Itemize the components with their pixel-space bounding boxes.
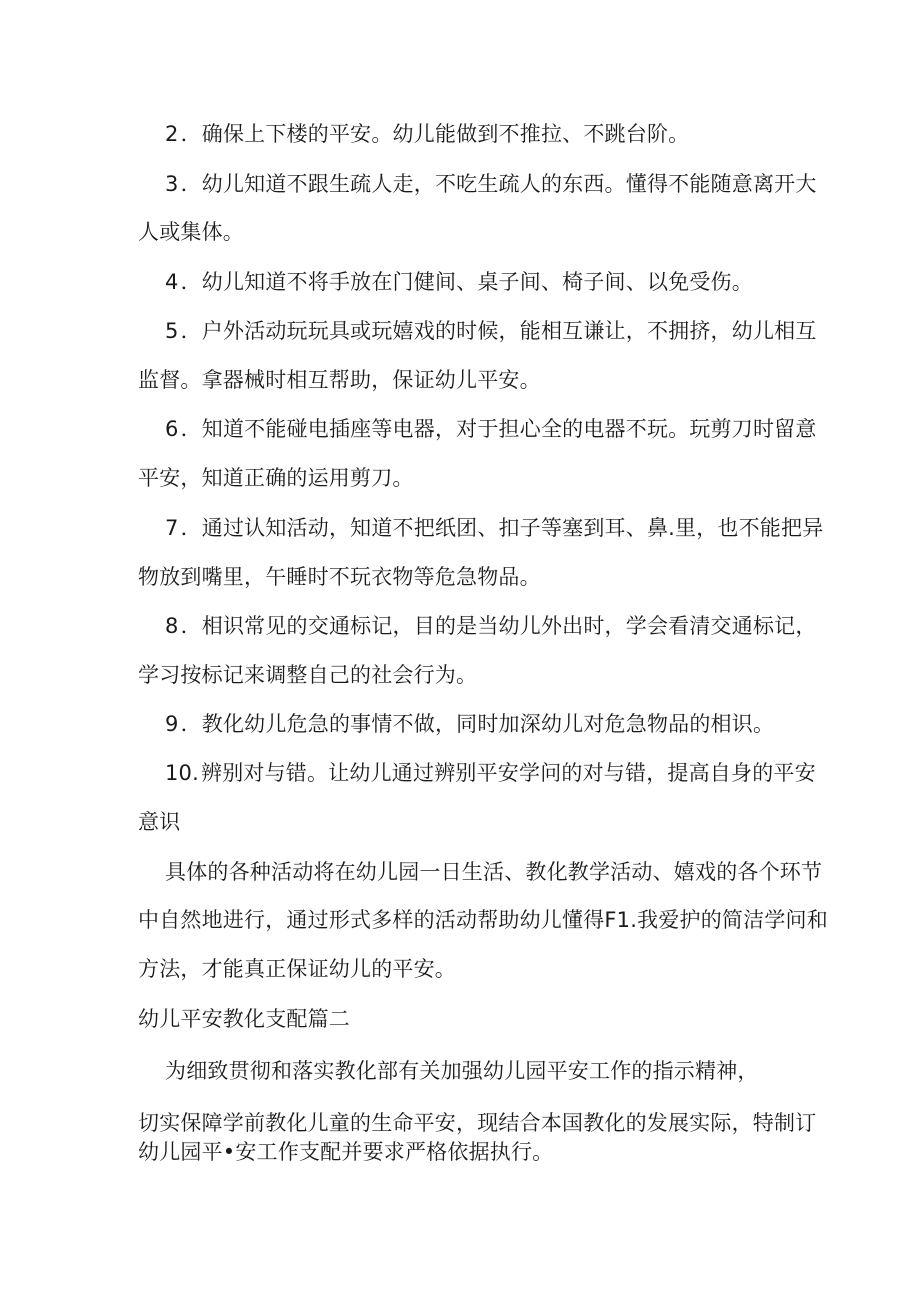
summary-paragraph-line-2: 中自然地进行，通过形式多样的活动帮助幼儿懂得F1.我爱护的简洁学问和 xyxy=(138,908,828,932)
item-number: 2 xyxy=(165,122,179,146)
list-item-3 xyxy=(165,170,817,198)
intro-paragraph-line: 为细致贯彻和落实教化部有关加强幼儿园平安工作的指示精神， xyxy=(165,1059,759,1083)
closing-paragraph-line-1: 切实保障学前教化儿童的生命平安，现结合本国教化的发展实际，特制订 xyxy=(138,1111,817,1135)
item-number: 9 xyxy=(165,712,179,736)
summary-paragraph-line-3: 方法，才能真正保证幼儿的平安。 xyxy=(138,957,456,981)
item-text: ．知道不能碰电插座等电器，对于担心全的电器不玩。玩剪刀时留意 xyxy=(180,417,817,441)
list-item-6 xyxy=(165,415,817,443)
item-number: 8 xyxy=(165,614,179,638)
item-number: 3 xyxy=(165,172,179,196)
list-item-4 xyxy=(165,268,753,296)
list-item-7-continuation: 物放到嘴里，午睡时不玩衣物等危急物品。 xyxy=(138,565,541,589)
list-item-2 xyxy=(165,120,689,148)
item-number: 7 xyxy=(165,516,179,540)
section-heading: 幼儿平安教化支配篇二 xyxy=(138,1007,350,1031)
item-number: 10. xyxy=(165,761,199,785)
list-item-6-continuation: 平安，知道正确的运用剪刀。 xyxy=(138,466,414,490)
list-item-8 xyxy=(165,612,817,640)
list-item-8-continuation: 学习按标记来调整自己的社会行为。 xyxy=(138,663,478,687)
list-item-5 xyxy=(165,317,817,345)
item-number: 5 xyxy=(165,319,179,343)
closing-paragraph-line-2: 幼儿园平•安工作支配并要求严格依据执行。 xyxy=(138,1140,554,1164)
list-item-9 xyxy=(165,710,774,738)
item-text: ．确保上下楼的平安。幼儿能做到不推拉、不跳台阶。 xyxy=(180,122,690,146)
item-text: ．幼儿知道不将手放在门健间、桌子间、椅子间、以免受伤。 xyxy=(180,270,753,294)
summary-paragraph-line-1: 具体的各种活动将在幼儿园一日生活、教化教学活动、嬉戏的各个环节 xyxy=(165,860,823,884)
item-text: 辨别对与错。让幼儿通过辨别平安学问的对与错，提高自身的平安 xyxy=(201,761,816,785)
item-number: 4 xyxy=(165,270,179,294)
list-item-7 xyxy=(165,514,823,542)
item-text: ．教化幼儿危急的事情不做，同时加深幼儿对危急物品的相识。 xyxy=(180,712,775,736)
list-item-10 xyxy=(165,759,816,787)
item-number: 6 xyxy=(165,417,179,441)
item-text: ．通过认知活动，知道不把纸团、扣子等塞到耳、鼻.里，也不能把异 xyxy=(180,516,824,540)
list-item-10-continuation: 意识 xyxy=(138,810,181,834)
item-text: ．户外活动玩玩具或玩嬉戏的时候，能相互谦让，不拥挤，幼儿相互 xyxy=(180,319,817,343)
item-text: ．相识常见的交通标记，目的是当幼儿外出时，学会看清交通标记， xyxy=(180,614,817,638)
item-text: ．幼儿知道不跟生疏人走，不吃生疏人的东西。懂得不能随意离开大 xyxy=(180,172,817,196)
list-item-3-continuation: 人或集体。 xyxy=(138,220,244,244)
list-item-5-continuation: 监督。拿器械时相互帮助，保证幼儿平安。 xyxy=(138,368,541,392)
